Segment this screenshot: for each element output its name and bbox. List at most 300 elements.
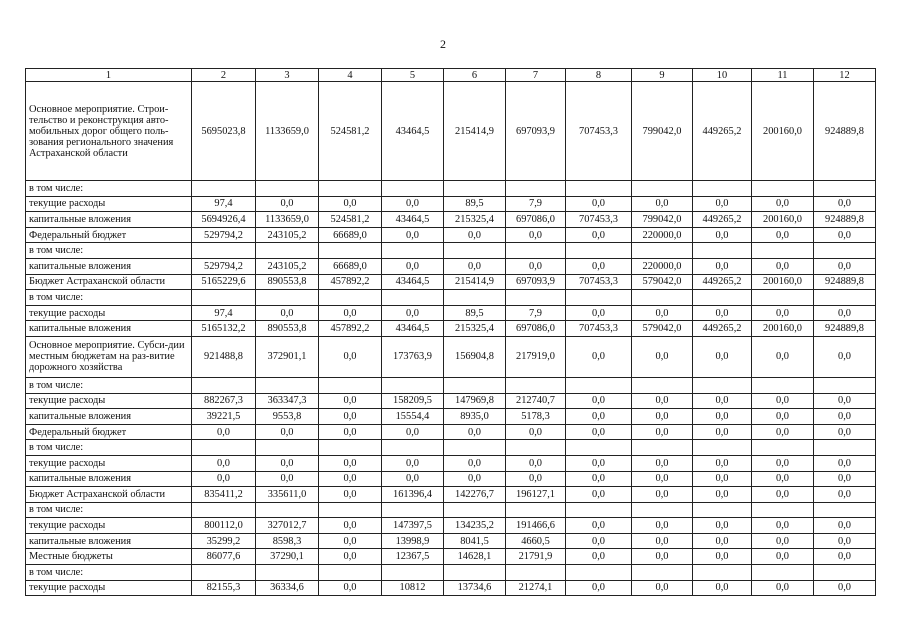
value-cell: 0,0	[566, 455, 632, 471]
value-cell: 158209,5	[382, 393, 444, 409]
value-cell: 0,0	[814, 549, 876, 565]
column-number: 10	[693, 69, 752, 82]
value-cell: 0,0	[319, 393, 382, 409]
value-cell	[192, 181, 256, 197]
value-cell: 890553,8	[256, 274, 319, 290]
value-cell: 457892,2	[319, 321, 382, 337]
value-cell	[814, 565, 876, 581]
value-cell: 0,0	[256, 196, 319, 212]
value-cell	[382, 440, 444, 456]
value-cell: 0,0	[319, 487, 382, 503]
value-cell: 147397,5	[382, 518, 444, 534]
value-cell	[256, 243, 319, 259]
value-cell: 13734,6	[444, 580, 506, 596]
value-cell	[752, 377, 814, 393]
row-label: Бюджет Астраханской области	[26, 487, 192, 503]
value-cell	[693, 565, 752, 581]
value-cell: 0,0	[752, 455, 814, 471]
row-label: в том числе:	[26, 440, 192, 456]
value-cell: 5178,3	[506, 409, 566, 425]
value-cell: 0,0	[752, 471, 814, 487]
value-cell: 0,0	[632, 409, 693, 425]
value-cell: 0,0	[192, 471, 256, 487]
value-cell: 0,0	[814, 471, 876, 487]
table-row	[26, 533, 876, 549]
table-row	[26, 580, 876, 596]
value-cell: 0,0	[632, 471, 693, 487]
value-cell: 707453,3	[566, 274, 632, 290]
value-cell: 173763,9	[382, 336, 444, 377]
value-cell: 156904,8	[444, 336, 506, 377]
value-cell: 0,0	[256, 305, 319, 321]
value-cell: 0,0	[444, 258, 506, 274]
value-cell: 0,0	[814, 336, 876, 377]
value-cell: 0,0	[752, 580, 814, 596]
table-row	[26, 440, 876, 456]
value-cell: 0,0	[814, 455, 876, 471]
value-cell: 0,0	[319, 518, 382, 534]
value-cell: 697093,9	[506, 82, 566, 181]
value-cell	[632, 502, 693, 518]
row-label: в том числе:	[26, 565, 192, 581]
value-cell: 0,0	[814, 518, 876, 534]
value-cell	[632, 243, 693, 259]
value-cell: 200160,0	[752, 274, 814, 290]
value-cell: 800112,0	[192, 518, 256, 534]
page-number: 2	[440, 37, 446, 51]
value-cell	[506, 377, 566, 393]
value-cell: 14628,1	[444, 549, 506, 565]
value-cell: 0,0	[632, 424, 693, 440]
table-row	[26, 290, 876, 306]
row-label: текущие расходы	[26, 196, 192, 212]
value-cell: 0,0	[566, 227, 632, 243]
value-cell: 0,0	[693, 393, 752, 409]
value-cell	[814, 377, 876, 393]
value-cell: 0,0	[752, 393, 814, 409]
value-cell: 39221,5	[192, 409, 256, 425]
value-cell	[566, 502, 632, 518]
value-cell: 0,0	[752, 336, 814, 377]
value-cell: 529794,2	[192, 227, 256, 243]
value-cell: 0,0	[319, 409, 382, 425]
value-cell	[444, 440, 506, 456]
value-cell	[192, 502, 256, 518]
value-cell: 215325,4	[444, 212, 506, 228]
value-cell	[632, 565, 693, 581]
value-cell: 882267,3	[192, 393, 256, 409]
value-cell	[319, 181, 382, 197]
value-cell	[319, 440, 382, 456]
value-cell: 66689,0	[319, 227, 382, 243]
value-cell: 200160,0	[752, 212, 814, 228]
value-cell	[319, 377, 382, 393]
value-cell: 0,0	[319, 580, 382, 596]
row-label: в том числе:	[26, 243, 192, 259]
value-cell: 457892,2	[319, 274, 382, 290]
value-cell	[693, 243, 752, 259]
value-cell: 707453,3	[566, 82, 632, 181]
value-cell	[693, 290, 752, 306]
value-cell	[319, 565, 382, 581]
value-cell	[814, 440, 876, 456]
row-label: текущие расходы	[26, 455, 192, 471]
value-cell: 43464,5	[382, 212, 444, 228]
column-number: 11	[752, 69, 814, 82]
value-cell: 5165132,2	[192, 321, 256, 337]
value-cell	[632, 290, 693, 306]
value-cell	[632, 440, 693, 456]
table-row	[26, 82, 876, 181]
value-cell: 7,9	[506, 305, 566, 321]
value-cell: 0,0	[319, 455, 382, 471]
value-cell	[506, 290, 566, 306]
value-cell	[814, 502, 876, 518]
value-cell	[693, 502, 752, 518]
value-cell: 924889,8	[814, 321, 876, 337]
value-cell: 0,0	[632, 336, 693, 377]
value-cell: 0,0	[814, 487, 876, 503]
value-cell	[192, 377, 256, 393]
value-cell: 0,0	[444, 227, 506, 243]
value-cell: 0,0	[814, 196, 876, 212]
value-cell: 0,0	[256, 471, 319, 487]
value-cell: 0,0	[382, 227, 444, 243]
value-cell: 0,0	[566, 409, 632, 425]
value-cell: 10812	[382, 580, 444, 596]
row-label: Бюджет Астраханской области	[26, 274, 192, 290]
table-row	[26, 518, 876, 534]
value-cell: 0,0	[256, 455, 319, 471]
table-row	[26, 227, 876, 243]
value-cell: 524581,2	[319, 82, 382, 181]
value-cell: 0,0	[752, 518, 814, 534]
value-cell	[506, 502, 566, 518]
value-cell: 0,0	[319, 336, 382, 377]
value-cell	[382, 565, 444, 581]
value-cell	[256, 377, 319, 393]
value-cell: 5695023,8	[192, 82, 256, 181]
value-cell: 0,0	[632, 196, 693, 212]
value-cell: 0,0	[752, 196, 814, 212]
value-cell: 921488,8	[192, 336, 256, 377]
column-number: 3	[256, 69, 319, 82]
value-cell: 0,0	[382, 196, 444, 212]
value-cell	[566, 440, 632, 456]
value-cell	[444, 565, 506, 581]
value-cell: 0,0	[319, 305, 382, 321]
value-cell: 0,0	[814, 580, 876, 596]
value-cell: 707453,3	[566, 212, 632, 228]
value-cell: 8041,5	[444, 533, 506, 549]
table-row	[26, 181, 876, 197]
value-cell: 835411,2	[192, 487, 256, 503]
value-cell: 220000,0	[632, 227, 693, 243]
column-number: 1	[26, 69, 192, 82]
value-cell: 524581,2	[319, 212, 382, 228]
table-row	[26, 305, 876, 321]
value-cell: 579042,0	[632, 274, 693, 290]
value-cell: 215414,9	[444, 82, 506, 181]
value-cell	[566, 377, 632, 393]
value-cell: 0,0	[506, 258, 566, 274]
table-row	[26, 455, 876, 471]
value-cell	[632, 377, 693, 393]
value-cell: 924889,8	[814, 212, 876, 228]
row-label: капитальные вложения	[26, 212, 192, 228]
value-cell	[814, 181, 876, 197]
value-cell	[256, 502, 319, 518]
value-cell: 0,0	[319, 471, 382, 487]
value-cell	[752, 440, 814, 456]
value-cell	[382, 181, 444, 197]
value-cell	[256, 181, 319, 197]
value-cell: 0,0	[752, 533, 814, 549]
value-cell	[382, 377, 444, 393]
value-cell: 0,0	[693, 196, 752, 212]
value-cell: 217919,0	[506, 336, 566, 377]
value-cell	[192, 290, 256, 306]
value-cell: 0,0	[693, 409, 752, 425]
value-cell: 0,0	[693, 533, 752, 549]
value-cell: 0,0	[814, 227, 876, 243]
value-cell	[752, 290, 814, 306]
value-cell: 0,0	[382, 258, 444, 274]
value-cell: 0,0	[693, 258, 752, 274]
value-cell: 13998,9	[382, 533, 444, 549]
value-cell: 0,0	[382, 455, 444, 471]
column-number: 7	[506, 69, 566, 82]
value-cell: 200160,0	[752, 82, 814, 181]
column-number: 2	[192, 69, 256, 82]
value-cell: 220000,0	[632, 258, 693, 274]
value-cell: 0,0	[319, 533, 382, 549]
value-cell: 43464,5	[382, 274, 444, 290]
value-cell: 0,0	[693, 424, 752, 440]
column-number: 9	[632, 69, 693, 82]
table-row	[26, 274, 876, 290]
value-cell	[752, 565, 814, 581]
value-cell: 7,9	[506, 196, 566, 212]
value-cell: 21791,9	[506, 549, 566, 565]
value-cell	[382, 502, 444, 518]
value-cell: 4660,5	[506, 533, 566, 549]
value-cell: 0,0	[566, 533, 632, 549]
value-cell: 0,0	[632, 487, 693, 503]
table-row	[26, 196, 876, 212]
value-cell: 924889,8	[814, 274, 876, 290]
column-number: 4	[319, 69, 382, 82]
value-cell	[814, 243, 876, 259]
value-cell: 0,0	[814, 258, 876, 274]
value-cell: 36334,6	[256, 580, 319, 596]
value-cell	[192, 440, 256, 456]
value-cell: 0,0	[814, 409, 876, 425]
value-cell	[566, 290, 632, 306]
value-cell	[382, 243, 444, 259]
value-cell	[814, 290, 876, 306]
value-cell	[752, 181, 814, 197]
row-label: текущие расходы	[26, 580, 192, 596]
value-cell: 0,0	[752, 549, 814, 565]
value-cell: 0,0	[566, 518, 632, 534]
value-cell: 0,0	[319, 549, 382, 565]
value-cell: 0,0	[693, 227, 752, 243]
value-cell: 0,0	[382, 471, 444, 487]
table-row	[26, 336, 876, 377]
value-cell: 37290,1	[256, 549, 319, 565]
value-cell: 449265,2	[693, 212, 752, 228]
value-cell: 0,0	[752, 258, 814, 274]
value-cell: 97,4	[192, 305, 256, 321]
value-cell: 0,0	[566, 549, 632, 565]
value-cell: 363347,3	[256, 393, 319, 409]
value-cell: 0,0	[566, 487, 632, 503]
value-cell: 243105,2	[256, 227, 319, 243]
value-cell: 0,0	[444, 455, 506, 471]
value-cell: 0,0	[319, 196, 382, 212]
value-cell: 890553,8	[256, 321, 319, 337]
value-cell	[506, 181, 566, 197]
value-cell: 35299,2	[192, 533, 256, 549]
value-cell: 529794,2	[192, 258, 256, 274]
value-cell: 0,0	[632, 455, 693, 471]
value-cell	[566, 181, 632, 197]
value-cell: 82155,3	[192, 580, 256, 596]
value-cell: 327012,7	[256, 518, 319, 534]
table-row	[26, 377, 876, 393]
row-label: капитальные вложения	[26, 258, 192, 274]
table-row	[26, 549, 876, 565]
value-cell: 0,0	[693, 305, 752, 321]
value-cell: 0,0	[632, 533, 693, 549]
column-number-row	[26, 69, 876, 82]
budget-table	[25, 68, 876, 596]
value-cell	[319, 243, 382, 259]
table-row	[26, 321, 876, 337]
column-number: 8	[566, 69, 632, 82]
value-cell	[444, 290, 506, 306]
value-cell: 15554,4	[382, 409, 444, 425]
value-cell: 89,5	[444, 305, 506, 321]
table-row	[26, 487, 876, 503]
value-cell: 8598,3	[256, 533, 319, 549]
value-cell: 142276,7	[444, 487, 506, 503]
value-cell: 0,0	[192, 424, 256, 440]
value-cell: 799042,0	[632, 82, 693, 181]
value-cell	[632, 181, 693, 197]
value-cell: 0,0	[566, 336, 632, 377]
value-cell	[693, 440, 752, 456]
value-cell: 707453,3	[566, 321, 632, 337]
value-cell: 21274,1	[506, 580, 566, 596]
value-cell: 0,0	[566, 580, 632, 596]
value-cell: 0,0	[632, 393, 693, 409]
row-label: в том числе:	[26, 290, 192, 306]
value-cell: 697093,9	[506, 274, 566, 290]
value-cell: 243105,2	[256, 258, 319, 274]
value-cell: 43464,5	[382, 82, 444, 181]
value-cell: 1133659,0	[256, 212, 319, 228]
value-cell: 0,0	[693, 487, 752, 503]
column-number: 5	[382, 69, 444, 82]
value-cell: 0,0	[814, 305, 876, 321]
value-cell: 0,0	[506, 227, 566, 243]
value-cell: 147969,8	[444, 393, 506, 409]
value-cell: 8935,0	[444, 409, 506, 425]
value-cell	[382, 290, 444, 306]
value-cell	[444, 181, 506, 197]
value-cell: 5694926,4	[192, 212, 256, 228]
value-cell: 134235,2	[444, 518, 506, 534]
value-cell: 5165229,6	[192, 274, 256, 290]
value-cell	[444, 502, 506, 518]
value-cell	[444, 243, 506, 259]
value-cell: 697086,0	[506, 212, 566, 228]
value-cell: 0,0	[566, 471, 632, 487]
row-label: капитальные вложения	[26, 409, 192, 425]
row-label: текущие расходы	[26, 393, 192, 409]
value-cell	[319, 502, 382, 518]
table-row	[26, 424, 876, 440]
value-cell	[693, 181, 752, 197]
value-cell: 0,0	[566, 393, 632, 409]
value-cell	[192, 565, 256, 581]
value-cell	[693, 377, 752, 393]
value-cell: 0,0	[319, 424, 382, 440]
value-cell: 0,0	[693, 549, 752, 565]
value-cell: 0,0	[632, 305, 693, 321]
value-cell: 0,0	[814, 393, 876, 409]
table-row	[26, 212, 876, 228]
value-cell: 66689,0	[319, 258, 382, 274]
column-number: 6	[444, 69, 506, 82]
value-cell: 89,5	[444, 196, 506, 212]
value-cell: 0,0	[693, 455, 752, 471]
row-label: Федеральный бюджет	[26, 227, 192, 243]
value-cell: 0,0	[632, 518, 693, 534]
row-label: Местные бюджеты	[26, 549, 192, 565]
value-cell	[566, 243, 632, 259]
value-cell: 449265,2	[693, 321, 752, 337]
row-label: текущие расходы	[26, 305, 192, 321]
row-label: капитальные вложения	[26, 471, 192, 487]
row-label: Федеральный бюджет	[26, 424, 192, 440]
column-number: 12	[814, 69, 876, 82]
row-label: капитальные вложения	[26, 533, 192, 549]
row-label: в том числе:	[26, 502, 192, 518]
value-cell: 0,0	[752, 227, 814, 243]
value-cell: 449265,2	[693, 274, 752, 290]
row-label: Основное мероприятие. Субси-дии местным бюджетам на раз-витие дорожного хозяйства	[26, 336, 192, 377]
value-cell: 0,0	[566, 305, 632, 321]
value-cell: 449265,2	[693, 82, 752, 181]
value-cell: 9553,8	[256, 409, 319, 425]
value-cell: 0,0	[382, 424, 444, 440]
value-cell: 335611,0	[256, 487, 319, 503]
value-cell: 0,0	[566, 196, 632, 212]
value-cell: 0,0	[693, 518, 752, 534]
value-cell	[256, 565, 319, 581]
row-label: Основное мероприятие. Строи-тельство и реконструкция авто-мобильных дорог общего поль-зования регионального значения Астраханской области	[26, 82, 192, 181]
value-cell: 86077,6	[192, 549, 256, 565]
value-cell: 191466,6	[506, 518, 566, 534]
value-cell: 0,0	[566, 258, 632, 274]
value-cell: 0,0	[506, 424, 566, 440]
value-cell: 0,0	[752, 424, 814, 440]
value-cell: 0,0	[752, 409, 814, 425]
value-cell: 1133659,0	[256, 82, 319, 181]
